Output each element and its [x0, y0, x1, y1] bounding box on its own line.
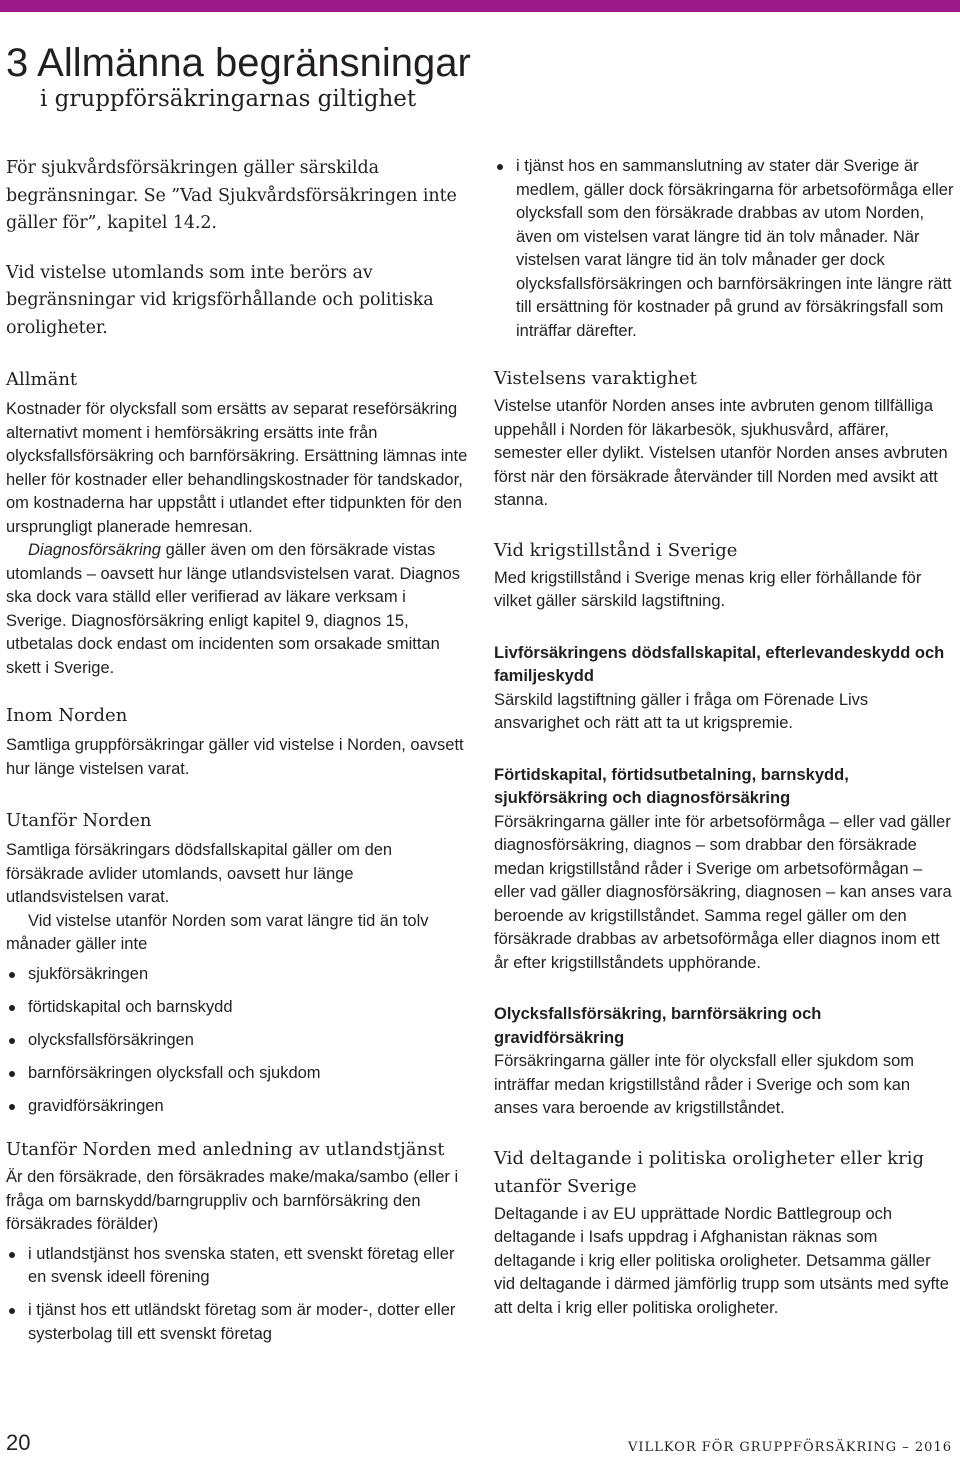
heading-livforsakring: Livförsäkringens dödsfallskapital, efterlevandeskydd och familjeskydd: [494, 643, 945, 685]
heading-olycksfallsforsakring: Olycksfallsförsäkring, barnförsäkring och gravidförsäkring: [494, 1005, 822, 1047]
heading-allmant: Allmänt: [6, 369, 78, 390]
left-column: [6, 155, 468, 1356]
allmant-paragraph-1: Kostnader för olycksfall som ersätts av separat reseförsäkring alternativt moment i hemförsäkring ersätts inte från olycksfallsförsäkring och barnförsäkring. Ersättning lämnas inte heller för kostnader eller behandlingskostnader för tandskador, om kostnaderna har uppstått i utlandet efter tidpunkten för den ursprungligt planerade hemresan.: [6, 400, 468, 536]
varaktighet-paragraph: Vistelse utanför Norden anses inte avbruten genom tillfälliga uppehåll i Norden för läkarbesök, sjukhusvård, affärer, semester eller dylikt. Vistelsen utanför Norden anses avbruten först när den försäkrade återvänder till Norden med avsikt att stanna.: [494, 397, 948, 509]
allmant-paragraph-2-text: gäller även om den försäkrade vistas utomlands – oavsett hur länge utlandsvistelsen varat. Diagnos ska dock vara ställd eller verifierad av läkare verksam i Sverige. Diagnosförsäkring enligt kapitel 9, diagnos 15, utbetalas dock endast om incidenten som orsakade smittan skett i Sverige.: [6, 541, 461, 677]
list-item: olycksfallsförsäkringen: [6, 1029, 468, 1053]
utlandstjanst-paragraph: Är den försäkrade, den försäkrades make/maka/sambo (eller i fråga om barnskydd/barngruppliv och barnförsäkring den försäkrades förälder): [6, 1168, 459, 1233]
top-color-bar: [0, 0, 960, 12]
list-item: förtidskapital och barnskydd: [6, 996, 468, 1020]
inom-norden-paragraph: Samtliga gruppförsäkringar gäller vid vistelse i Norden, oavsett hur länge vistelsen varat.: [6, 736, 464, 778]
fortidskapital-paragraph: Försäkringarna gäller inte för arbetsoförmåga – eller vad gäller diagnosförsäkring, diagnos – som drabbar den försäkrade medan krigstillstånd råder i Sverige om arbetsoförmågan – eller vad gäller diagnosförsäkring, diagnosen – kan anses vara beroende av krigstillståndet. Samma regel gäller om den försäkrade drabbas av arbetsoförmåga eller diagnos inom ett år efter krigstillståndets upphörande.: [494, 812, 952, 972]
utanfor-norden-paragraph-2: Vid vistelse utanför Norden som varat längre tid än tolv månader gäller inte: [6, 911, 429, 953]
intro-paragraph-1: För sjukvårdsförsäkringen gäller särskilda begränsningar. Se ”Vad Sjukvårdsförsäkringen inte gäller för”, kapitel 14.2.: [6, 158, 457, 233]
list-item: i utlandstjänst hos svenska staten, ett svenskt företag eller en svensk ideell förening: [6, 1243, 468, 1290]
olycksfallsforsakring-paragraph: Försäkringarna gäller inte för olycksfall eller sjukdom som inträffar medan krigstillstånd råder i Sverige och som kan anses vara beroende av krigstillståndet.: [494, 1052, 914, 1117]
list-item: i tjänst hos ett utländskt företag som är moder-, dotter eller systerbolag till ett svenskt företag: [6, 1299, 468, 1346]
heading-krigstillstand: Vid krigstillstånd i Sverige: [494, 539, 738, 561]
krigstillstand-paragraph: Med krigstillstånd i Sverige menas krig eller förhållande för vilket gäller särskild lagstiftning.: [494, 568, 922, 610]
utanfor-norden-paragraph-1: Samtliga försäkringars dödsfallskapital gäller om den försäkrade avlider utomlands, oavsett hur länge utlandsvistelsen varat.: [6, 841, 393, 906]
page-title: 3 Allmänna begränsningar: [6, 41, 471, 85]
utanfor-norden-list: [6, 963, 468, 1119]
right-column: [494, 155, 956, 1320]
heading-inom-norden: Inom Norden: [6, 705, 128, 726]
diagnosforsakring-emphasis: Diagnosförsäkring: [28, 541, 161, 559]
top-bar-gap: [0, 12, 960, 20]
heading-utanfor-norden: Utanför Norden: [6, 810, 152, 831]
continued-list: [494, 155, 956, 343]
list-item: barnförsäkringen olycksfall och sjukdom: [6, 1062, 468, 1086]
allmant-paragraph-2: [6, 539, 468, 680]
heading-politiska-oroligheter: Vid deltagande i politiska oroligheter eller krig utanför Sverige: [494, 1147, 924, 1197]
livforsakring-paragraph: Särskild lagstiftning gäller i fråga om Förenade Livs ansvarighet och rätt att ta ut krigspremie.: [494, 690, 869, 732]
page-subtitle: i gruppförsäkringarnas giltighet: [40, 86, 417, 112]
intro-paragraph-2: Vid vistelse utomlands som inte berörs av begränsningar vid krigsförhållande och politiska oroligheter.: [6, 262, 434, 338]
politiska-oroligheter-paragraph: Deltagande i av EU upprättade Nordic Battlegroup och deltagande i Isafs uppdrag i Afghanistan räknas som deltagande i krig eller politiska oroligheter. Detsamma gäller vid deltagande i därmed jämförlig trupp som utsänts med syfte att delta i krig eller politiska oroligheter.: [494, 1204, 949, 1317]
list-item: i tjänst hos en sammanslutning av stater där Sverige är medlem, gäller dock försäkringarna för arbetsoförmåga eller olycksfall som den försäkrade drabbas av utom Norden, även om vistelsen varat längre tid än tolv månader. När vistelsen varat längre tid än tolv månader ger dock olycksfallsförsäkringen och barnförsäkringen inte längre rätt till ersättning för kostnader på grund av försäkringsfall som inträffar därefter.: [494, 155, 956, 343]
list-item: gravidförsäkringen: [6, 1095, 468, 1119]
footer-document-title: VILLKOR FÖR GRUPPFÖRSÄKRING – 2016: [628, 1440, 952, 1455]
utlandstjanst-list: [6, 1243, 468, 1347]
heading-utlandstjanst: Utanför Norden med anledning av utlandstjänst: [6, 1139, 445, 1160]
list-item: sjukförsäkringen: [6, 963, 468, 987]
heading-vistelsens-varaktighet: Vistelsens varaktighet: [494, 368, 697, 389]
page-number: 20: [6, 1430, 31, 1455]
heading-fortidskapital: Förtidskapital, förtidsutbetalning, barnskydd, sjukförsäkring och diagnosförsäkring: [494, 765, 849, 807]
